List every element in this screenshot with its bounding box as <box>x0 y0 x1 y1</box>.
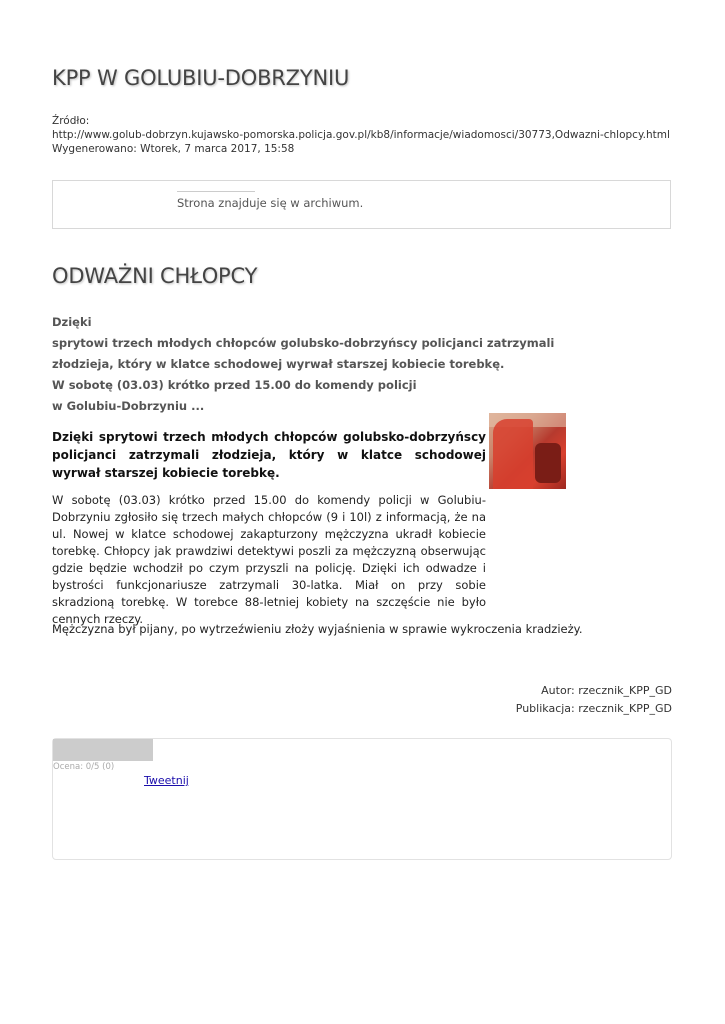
lead-line: sprytowi trzech młodych chłopców golubsko-dobrzyńscy policjanci zatrzymali <box>52 336 555 350</box>
author: Autor: rzecznik_KPP_GD <box>541 684 672 697</box>
site-title: KPP W GOLUBIU-DOBRZYNIU <box>52 66 350 90</box>
tweet-link[interactable]: Tweetnij <box>144 774 189 787</box>
article-body: W sobotę (03.03) krótko przed 15.00 do komendy policji w Golubiu-Dobrzyniu zgłosiło się trzech małych chłopców (9 i 10l) z informacją, że na ul. Nowej w klatce schodowej zakapturzony mężczyzna ukradł kobiecie torebkę. Chłopcy jak prawdziwi detektywi poszli za mężczyzną obserwując gdzie będzie wchodził po czym przyszli na policję. Dzięki ich odwadze i bystrości funkcjonariusze zatrzymali 30-latka. Miał on przy sobie skradzioną torebkę. W torebce 88-letniej kobiety na szczęście nie było cennych rzeczy. <box>52 493 486 626</box>
lead-line: Dzięki <box>52 315 92 329</box>
source-url: http://www.golub-dobrzyn.kujawsko-pomorska.policja.gov.pl/kb8/informacje/wiadomosci/30773,Odwazni-chlopcy.html <box>52 129 670 141</box>
rating-box <box>52 738 672 860</box>
archive-divider <box>177 191 255 192</box>
article-title: ODWAŻNI CHŁOPCY <box>52 264 258 288</box>
article-intro: Dzięki sprytowi trzech młodych chłopców golubsko-dobrzyńscy policjanci zatrzymali złodzieja, który w klatce schodowej wyrwał starszej kobiecie torebkę. <box>52 430 486 480</box>
archive-notice-box <box>52 180 671 229</box>
rating-stars-bar[interactable] <box>53 739 153 761</box>
photo-handbag <box>535 443 561 483</box>
photo-detail <box>493 419 533 489</box>
source-info <box>52 114 712 156</box>
lead-line: złodzieja, który w klatce schodowej wyrwał starszej kobiecie torebkę. <box>52 357 505 371</box>
rating-text: Ocena: 0/5 (0) <box>53 762 115 772</box>
lead-line: W sobotę (03.03) krótko przed 15.00 do komendy policji <box>52 378 417 392</box>
article-closing: Mężczyzna był pijany, po wytrzeźwieniu złoży wyjaśnienia w sprawie wykroczenia kradzieży. <box>52 622 583 636</box>
article-photo <box>489 413 566 489</box>
archive-notice: Strona znajduje się w archiwum. <box>177 196 364 210</box>
article-meta <box>516 682 672 718</box>
publication: Publikacja: rzecznik_KPP_GD <box>515 702 672 715</box>
lead-line: w Golubiu-Dobrzyniu ... <box>52 399 205 413</box>
article-lead <box>52 312 592 417</box>
source-label: Źródło: <box>52 115 90 127</box>
generated-date: Wygenerowano: Wtorek, 7 marca 2017, 15:58 <box>52 143 295 155</box>
